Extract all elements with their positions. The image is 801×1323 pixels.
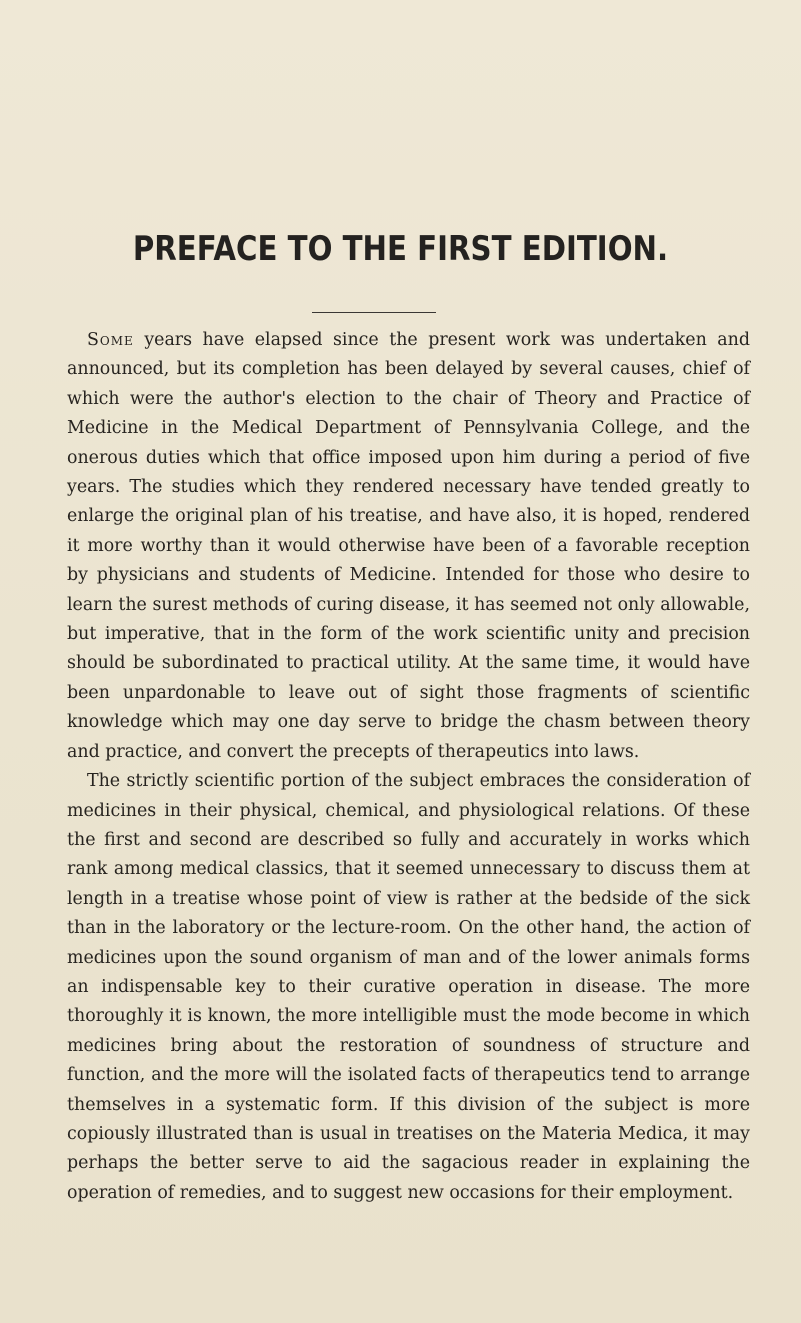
paragraph-2-text: The strictly scientific portion of the subject embraces the consideration of medicines in their physical, chemical, and physiological relations. Of these the first and second are described so fully and accurately in works which rank among medical classics, that it seemed unnecessary to discuss them at length in a treatise whose point of view is rather at the bedside of the sick than in the laboratory or the lecture-room. On the other hand, the action of medicines upon the sound organism of man and of the lower animals forms an indispensable key to their curative operation in disease. The more thoroughly it is known, the more intelligible must the mode become in which medicines bring about the restoration of soundness of structure and function, and the more will the isolated facts of therapeutics tend to arrange themselves in a systematic form. If this division of the subject is more copiously illustrated than is usual in treatises on the Materia Medica, it may perhaps the better serve to aid the sagacious reader in explaining the operation of remedies, and to suggest new occasions for their employment. xyxy=(67,771,750,1203)
paragraph-1-lead: Some xyxy=(87,330,134,350)
page-title: PREFACE TO THE FIRST EDITION. xyxy=(132,229,669,269)
paragraph-2 xyxy=(67,767,750,1208)
preface-body xyxy=(67,326,750,1208)
paragraph-1 xyxy=(67,326,750,767)
paragraph-1-text: years have elapsed since the present work was undertaken and announced, but its completion has been delayed by several causes, chief of which were the author's election to the chair of Theory and Practice of Medicine in the Medical Department of Pennsylvania College, and the onerous duties which that office imposed upon him during a period of five years. The studies which they rendered necessary have tended greatly to enlarge the original plan of his treatise, and have also, it is hoped, rendered it more worthy than it would otherwise have been of a favorable reception by physicians and students of Medicine. Intended for those who desire to learn the surest methods of curing disease, it has seemed not only allowable, but imperative, that in the form of the work scientific unity and precision should be subordinated to practical utility. At the same time, it would have been unpardonable to leave out of sight those fragments of scientific knowledge which may one day serve to bridge the chasm between theory and practice, and convert the precepts of therapeutics into laws. xyxy=(67,330,750,762)
title-divider xyxy=(312,312,436,313)
